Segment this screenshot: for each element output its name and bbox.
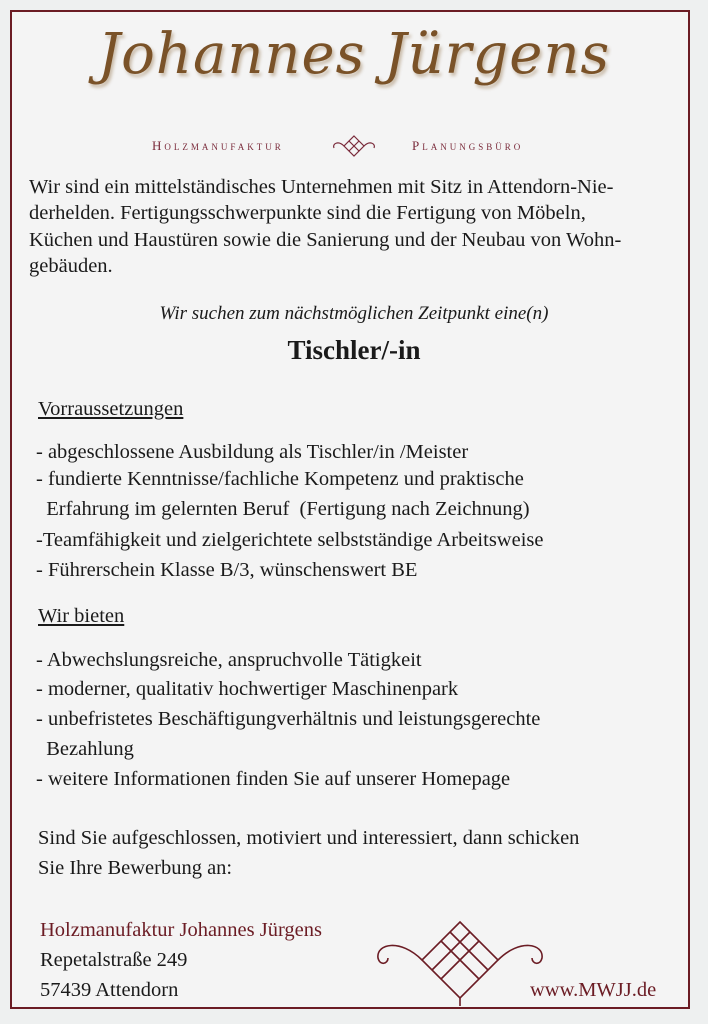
intro-line: Wir sind ein mittelständisches Unternehmen mit Sitz in Attendorn-Nie- (29, 176, 614, 198)
requirement-item: - fundierte Kenntnisse/fachliche Kompetenz und praktische (36, 468, 524, 490)
address-company: Holzmanufaktur Johannes Jürgens (40, 919, 323, 941)
job-title: Tischler/-in (287, 335, 421, 365)
intro-line: Küchen und Haustüren sowie die Sanierung und der Neubau von Wohn- (29, 229, 622, 251)
offer-item: - moderner, qualitativ hochwertiger Maschinenpark (36, 678, 459, 700)
address-street: Repetalstraße 249 (40, 949, 188, 971)
closing-line: Sie Ihre Bewerbung an: (38, 857, 233, 879)
requirements-heading: Vorraussetzungen (38, 398, 184, 420)
company-logo: Johannes Jürgens (97, 22, 611, 87)
website-link[interactable]: www.MWJJ.de (530, 979, 657, 1001)
intro-line: derhelden. Fertigungsschwerpunkte sind die Fertigung von Möbeln, (29, 202, 586, 224)
ornament-icon (370, 918, 550, 1010)
offer-heading: Wir bieten (38, 605, 125, 627)
requirement-item: Erfahrung im gelernten Beruf (Fertigung nach Zeichnung) (36, 498, 530, 520)
search-line: Wir suchen zum nächstmöglichen Zeitpunkt eine(n) (159, 303, 549, 324)
requirement-item: -Teamfähigkeit und zielgerichtete selbstständige Arbeitsweise (36, 529, 544, 551)
requirement-item: - abgeschlossene Ausbildung als Tischler/in /Meister (36, 441, 469, 463)
address-city: 57439 Attendorn (40, 979, 179, 1001)
ornament-icon (330, 134, 378, 158)
requirement-item: - Führerschein Klasse B/3, wünschenswert BE (36, 559, 418, 581)
tagline-left: Holzmanufaktur (152, 138, 284, 153)
closing-line: Sind Sie aufgeschlossen, motiviert und interessiert, dann schicken (38, 827, 580, 849)
offer-item: - Abwechslungsreiche, anspruchvolle Tätigkeit (36, 649, 422, 671)
tagline-right: Planungsbüro (412, 138, 524, 153)
offer-item: - weitere Informationen finden Sie auf unserer Homepage (36, 768, 511, 790)
intro-line: gebäuden. (29, 255, 113, 277)
offer-item: Bezahlung (36, 738, 134, 760)
offer-item: - unbefristetes Beschäftigungverhältnis und leistungsgerechte (36, 708, 541, 730)
